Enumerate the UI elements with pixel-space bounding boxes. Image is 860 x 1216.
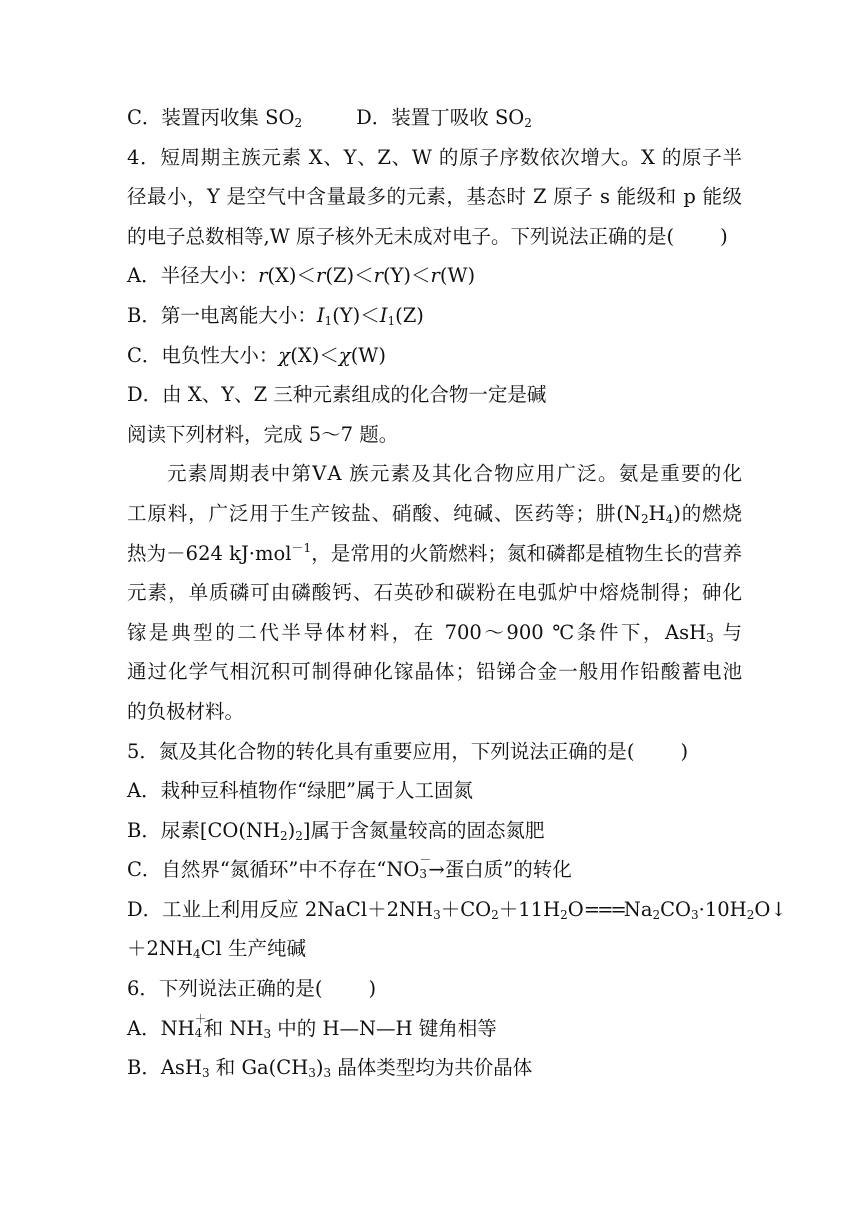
reading-para-line-4: 元素，单质磷可由磷酸钙、石英砂和碳粉在电弧炉中熔烧制得；砷化 bbox=[127, 581, 742, 605]
q3-options-cd bbox=[127, 98, 742, 138]
reading-para-line-6: 通过化学气相沉积可制得砷化镓晶体；铅锑合金一般用作铅酸蓄电池 bbox=[127, 660, 742, 684]
q4-option-c: C．电负性大小：χ(X)＜χ(W) bbox=[127, 343, 386, 367]
exam-page bbox=[127, 98, 787, 1088]
q5-option-a: A．栽种豆科植物作“绿肥”属于人工固氮 bbox=[127, 779, 474, 803]
q4-stem-line-1: 4．短周期主族元素 X、Y、Z、W 的原子序数依次增大。X 的原子半 bbox=[127, 145, 742, 169]
q6-option-a: A．NH ＋ 4 和 $NH_3$ 中的 H—N—H 键角相等 bbox=[127, 1011, 497, 1041]
q5-option-c: C．自然界“氮循环”中不存在“NO － 3 →蛋白质”的转化 bbox=[127, 853, 572, 882]
q5-option-d-line-1: D．工业上利用反应 $2NaCl+2NH_3+CO_2+11H_2O===Na_2CO_3\cdot 10H_2O↓$ bbox=[127, 897, 787, 922]
reading-para-line-5: 镓是典型的二代半导体材料，在 700～900 ℃条件下，AsH$_3$ 与 bbox=[127, 620, 742, 645]
q5-stem: 5．氮及其化合物的转化具有重要应用，下列说法正确的是( ) bbox=[127, 739, 689, 763]
q5-option-b: B．尿素$[CO(NH_2)_2]$属于含氮量较高的固态氮肥 bbox=[127, 818, 545, 843]
q4-option-a: A．半径大小：r(X)＜r(Z)＜r(Y)＜r(W) bbox=[127, 264, 476, 288]
reading-para-line-7: 的负极材料。 bbox=[127, 699, 245, 723]
reading-para-line-2: 工原料，广泛用于生产铵盐、硝酸、纯碱、医药等；肼$(N_2H_4)$的燃烧 bbox=[127, 501, 742, 526]
q3-option-c: C．装置丙收集 $SO_2$ bbox=[127, 106, 303, 130]
q4-stem-line-2: 径最小，Y 是空气中含量最多的元素，基态时 Z 原子 s 能级和 p 能级 bbox=[127, 185, 742, 209]
q6-option-b: B．AsH$_3$ 和 $Ga(CH_3)_3$ 晶体类型均为共价晶体 bbox=[127, 1056, 533, 1081]
q4-option-d: D．由 X、Y、Z 三种元素组成的化合物一定是碱 bbox=[127, 383, 547, 407]
reading-intro: 阅读下列材料，完成 5～7 题。 bbox=[127, 422, 399, 446]
reading-para-line-1: 元素周期表中第ⅤA 族元素及其化合物应用广泛。氨是重要的化 bbox=[167, 462, 742, 486]
reading-para-line-3: 热为－624 kJ·mol$^{-1}$，是常用的火箭燃料；氮和磷都是植物生长的营养 bbox=[127, 540, 742, 565]
q6-stem: 6．下列说法正确的是( ) bbox=[127, 977, 377, 1001]
q3-option-d: D．装置丁吸收 $SO_2$ bbox=[356, 106, 532, 130]
q4-option-b: B．第一电离能大小：$I_1(Y)<I_1(Z)$ bbox=[127, 303, 424, 328]
q5-option-d-line-2: $+2NH_4Cl$ 生产纯碱 bbox=[127, 937, 306, 962]
q4-stem-line-3: 的电子总数相等,W 原子核外无未成对电子。下列说法正确的是( ) bbox=[127, 224, 728, 248]
